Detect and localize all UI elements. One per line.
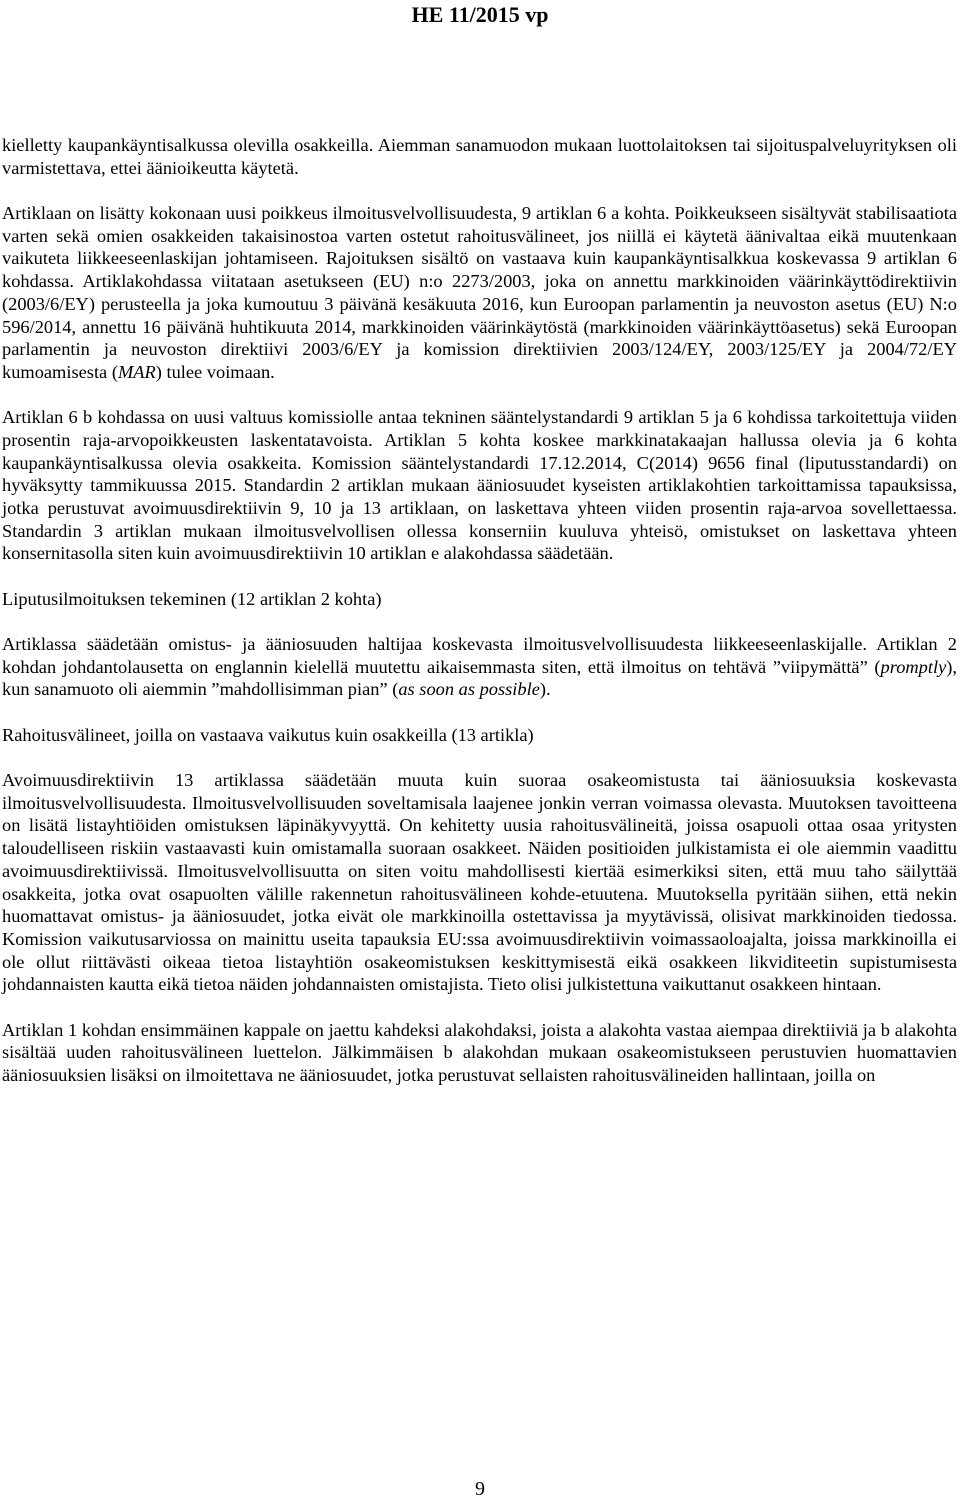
paragraph-5: Avoimuusdirektiivin 13 artiklassa säädetään muuta kuin suoraa osakeomistusta tai ääniosuuksia koskevasta ilmoitusvelvollisuudesta. Ilmoitusvelvollisuuden soveltamisala laajenee jonkin verran voimassa olevasta. Muutoksen tavoitteena on lisätä listayhtiöiden omistuksen läpinäkyvyyttä. On kehitetty uusia rahoitusvälineitä, joissa osapuoli ottaa osaa yritysten taloudelliseen riskiin vastaavasti kuin omistamalla suoraan osakkeet. Näiden positioiden julkistamista ei ole aiemmin vaadittu avoimuusdirektiivissä. Ilmoitusvelvollisuutta on siten voitu mahdollisesti kiertää esimerkiksi siten, että muu taho säilyttää osakkeita, jotka ovat osapuolten välille rakennetun rahoitusvälineen kohde-etuutena. Muutoksella pyritään siihen, että nekin huomattavat omistus- ja ääniosuudet, jotka eivät ole markkinoilla ostettavissa ja myytävissä, olisivat markkinoiden tiedossa. Komission vaikutusarviossa on mainittu useita tapauksia EU:ssa avoimuusdirektiivin voimassaoloajalta, joissa markkinoilla ei ole ollut riittävästi oikeaa tietoa listayhtiön osakeomistuksen keskittymisestä eikä osakkeen likviditeetin supistumisesta johdannaisten kautta eikä tietoa näiden johdannaisten omistajista. Tieto olisi julkistettuna vaikuttanut osakkeen hintaan.: [2, 770, 957, 995]
section-heading-rahoitusvalineet: Rahoitusvälineet, joilla on vastaava vaikutus kuin osakkeilla (13 artikla): [2, 724, 534, 745]
paragraph-2: [2, 202, 957, 384]
paragraph-4-mid: ), kun sanamuoto oli aiemmin ”mahdollisimman pian” (: [2, 656, 957, 700]
paragraph-6: Artiklan 1 kohdan ensimmäinen kappale on jaettu kahdeksi alakohdaksi, joista a alakohta vastaa aiempaa direktiiviä ja b alakohta sisältää uuden rahoitusvälineen luettelon. Jälkimmäisen b alakohdan mukaan osakeomistukseen perustuvien huomattavien ääniosuuksien lisäksi on ilmoitettava ne ääniosuudet, jotka perustuvat sellaisten rahoitusvälineiden hallintaan, joilla on: [2, 1019, 957, 1086]
paragraph-4-italic-1: promptly: [880, 656, 947, 677]
paragraph-4-text: Artiklassa säädetään omistus- ja ääniosuuden haltijaa koskevasta ilmoitusvelvollisuudesta liikkeeseenlaskijalle. Artiklan 2 kohdan johdantolausetta on englannin kielellä muutettu aikaisemmasta siten, että ilmoitus on tehtävä ”viipymättä” (: [2, 634, 957, 677]
paragraph-4: [2, 633, 957, 701]
paragraph-2-text: Artiklaan on lisätty kokonaan uusi poikkeus ilmoitusvelvollisuudesta, 9 artiklan 6 a kohta. Poikkeukseen sisältyvät stabilisaatiota varten sekä omien osakkeiden takaisinostoa varten ostetut rahoitusvälineet, jos niillä ei käytetä äänivaltaa eikä muutenkaan vaikuteta liikkeeseenlaskijan johtamiseen. Rajoituksen sisältö on vastaava kuin kaupankäyntisalkkua koskevassa 9 artiklan 6 kohdassa. Artiklakohdassa viitataan asetukseen (EU) n:o 2273/2003, joka on annettu markkinoiden väärinkäyttödirektiivin (2003/6/EY) perusteella ja joka kumoutuu 3 päivänä kesäkuuta 2016, kun Euroopan parlamentin ja neuvoston asetus (EU) N:o 596/2014, annettu 16 päivänä huhtikuuta 2014, markkinoiden väärinkäytöstä (markkinoiden väärinkäyttöasetus) sekä Euroopan parlamentin ja neuvoston direktiivi 2003/6/EY ja komission direktiivien 2003/124/EY, 2003/125/EY ja 2004/72/EY kumoamisesta (: [2, 203, 957, 382]
section-heading-liputusilmoitus: Liputusilmoituksen tekeminen (12 artiklan 2 kohta): [2, 588, 382, 609]
page-number: 9: [475, 1478, 485, 1500]
paragraph-1: kielletty kaupankäyntisalkussa olevilla osakkeilla. Aiemman sanamuodon mukaan luottolaitoksen tai sijoituspalveluyrityksen oli varmistettava, ettei äänioikeutta käytetä.: [2, 135, 957, 178]
document-header: HE 11/2015 vp: [411, 2, 549, 27]
paragraph-2-italic: MAR: [117, 361, 156, 382]
document-body: [2, 134, 957, 1109]
paragraph-4-italic-2: as soon as possible: [398, 679, 540, 700]
paragraph-4-tail: ).: [539, 679, 551, 700]
paragraph-2-tail: ) tulee voimaan.: [155, 361, 275, 382]
paragraph-3: Artiklan 6 b kohdassa on uusi valtuus komissiolle antaa tekninen sääntelystandardi 9 artiklan 5 ja 6 kohdissa tarkoitettuja viiden prosentin raja-arvopoikkeusten laskentatavoista. Artiklan 5 kohta koskee markkinatakaajan hallussa olevia ja 6 kohta kaupankäyntisalkussa olevia osakkeita. Komission sääntelystandardi 17.12.2014, C(2014) 9656 final (liputusstandardi) on hyväksytty tammikuussa 2015. Standardin 2 artiklan mukaan ääniosuudet kyseisten artiklakohtien tarkoittamissa tapauksissa, jotka perustuvat avoimuusdirektiivin 9, 10 ja 13 artiklaan, on laskettava yhteen viiden prosentin raja-arvoa sovellettaessa. Standardin 3 artiklan mukaan ilmoitusvelvollisen ollessa konserniin kuuluva yhteisö, omistukset on laskettava yhteen konsernitasolla siten kuin avoimuusdirektiivin 10 artiklan e alakohdassa säädetään.: [2, 407, 957, 564]
